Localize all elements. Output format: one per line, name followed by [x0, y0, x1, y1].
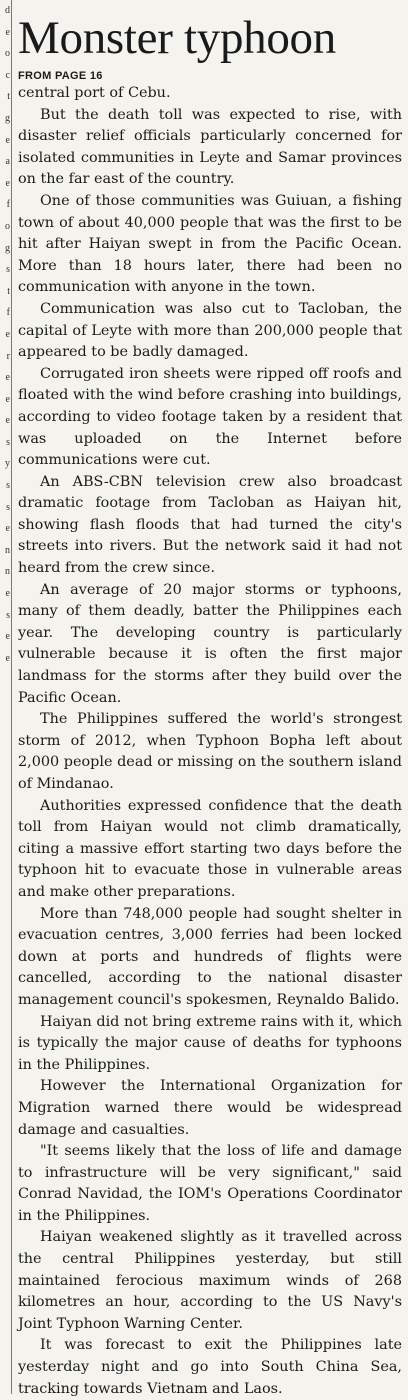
paragraph: Communication was also cut to Tacloban, the capital of Leyte with more than 200,000 people that appeared to be badly damaged.	[18, 300, 402, 361]
gutter-fragment: e	[5, 393, 10, 405]
paragraph: An average of 20 major storms or typhoons, many of them deadly, batter the Philippines each year. The developing country is particularly vulnerable because it is often the first major landmass for the storms after they build over the Pacific Ocean.	[18, 581, 402, 706]
gutter-fragment: g	[5, 112, 10, 124]
gutter-fragment: f	[6, 307, 10, 319]
paragraph: Haiyan weakened slightly as it travelled across the central Philippines yesterday, but still maintained ferocious maximum winds of 268 kilometres an hour, according to the US Navy's Joint Typhoon Warning Center.	[18, 1229, 402, 1332]
gutter-fragment: d	[5, 5, 10, 16]
paragraph: One of those communities was Guiuan, a fishing town of about 40,000 people that was the first to be hit after Haiyan swept in from the Pacific Ocean. More than 18 hours later, there had been no communication with anyone in the town.	[18, 192, 402, 296]
gutter-fragment: y	[5, 458, 10, 470]
paragraph: An ABS-CBN television crew also broadcast dramatic footage from Tacloban as Haiyan hit, showing flash floods that had turned the city's streets into rivers. But the network said it had not heard from the crew since.	[18, 473, 402, 577]
paragraph: The Philippines suffered the world's strongest storm of 2012, when Typhoon Bopha left about 2,000 people dead or missing on the southern island of Mindanao.	[18, 711, 402, 792]
paragraph: However the International Organization for Migration warned there would be widespread damage and casualties.	[18, 1078, 402, 1138]
paragraph: It was forecast to exit the Philippines late yesterday night and go into South China Sea, tracking towards Vietnam and Laos.	[18, 1337, 402, 1397]
gutter-fragment: e	[5, 652, 10, 664]
jump-line: FROM PAGE 16	[18, 70, 103, 82]
adjacent-column-edge	[0, 0, 12, 1394]
gutter-fragment: e	[5, 523, 10, 535]
gutter-fragment: s	[6, 436, 10, 448]
paragraph: Authorities expressed confidence that the death toll from Haiyan would not climb dramatically, citing a massive effort starting two days before the typhoon hit to evacuate those in vulnerable areas and make other preparations.	[18, 797, 402, 900]
paragraph: More than 748,000 people had sought shelter in evacuation centres, 3,000 ferries had been locked down at ports and hundreds of flights were cancelled, according to the national disaster management council's spokesmen, Reynaldo Balido.	[18, 905, 402, 1008]
gutter-fragment: e	[5, 328, 10, 340]
gutter-fragment: e	[5, 134, 10, 146]
gutter-fragment: f	[6, 199, 10, 211]
gutter-fragment: n	[5, 544, 10, 556]
gutter-fragment: o	[5, 220, 10, 232]
gutter-fragment: s	[6, 480, 10, 492]
paragraph: Corrugated iron sheets were ripped off roofs and floated with the wind before crashing into buildings, according to video footage taken by a resident that was uploaded on the Internet before communications were cut.	[18, 365, 402, 469]
gutter-fragment: a	[5, 156, 10, 168]
gutter-fragment: s	[6, 264, 10, 276]
gutter-fragment: e	[5, 415, 10, 427]
headline: Monster typhoon	[18, 12, 336, 64]
paragraph: "It seems likely that the loss of life and damage to infrastructure will be very significant," said Conrad Navidad, the IOM's Operations Coordinator in the Philippines.	[18, 1143, 402, 1224]
gutter-fragment: n	[5, 566, 10, 578]
gutter-fragment: e	[5, 177, 10, 189]
gutter-fragment: t	[7, 285, 10, 297]
gutter-fragment: s	[6, 609, 10, 621]
gutter-fragment: t	[7, 91, 10, 103]
gutter-fragment: e	[5, 26, 10, 38]
gutter-fragment: g	[5, 242, 10, 254]
gutter-fragment: o	[5, 48, 10, 60]
article-column	[18, 0, 402, 1400]
gutter-fragment: e	[5, 588, 10, 600]
paragraph: But the death toll was expected to rise, with disaster relief officials particularly concerned for isolated communities in Leyte and Samar provinces on the far east of the country.	[18, 106, 402, 188]
gutter-fragment: r	[6, 350, 10, 362]
paragraph: Haiyan did not bring extreme rains with it, which is typically the major cause of deaths for typhoons in the Philippines.	[18, 1013, 402, 1073]
paragraph: central port of Cebu.	[18, 85, 171, 101]
gutter-fragment: e	[5, 631, 10, 643]
gutter-fragment: e	[5, 372, 10, 384]
gutter-fragment: s	[6, 501, 10, 513]
gutter-fragment: c	[5, 69, 10, 81]
